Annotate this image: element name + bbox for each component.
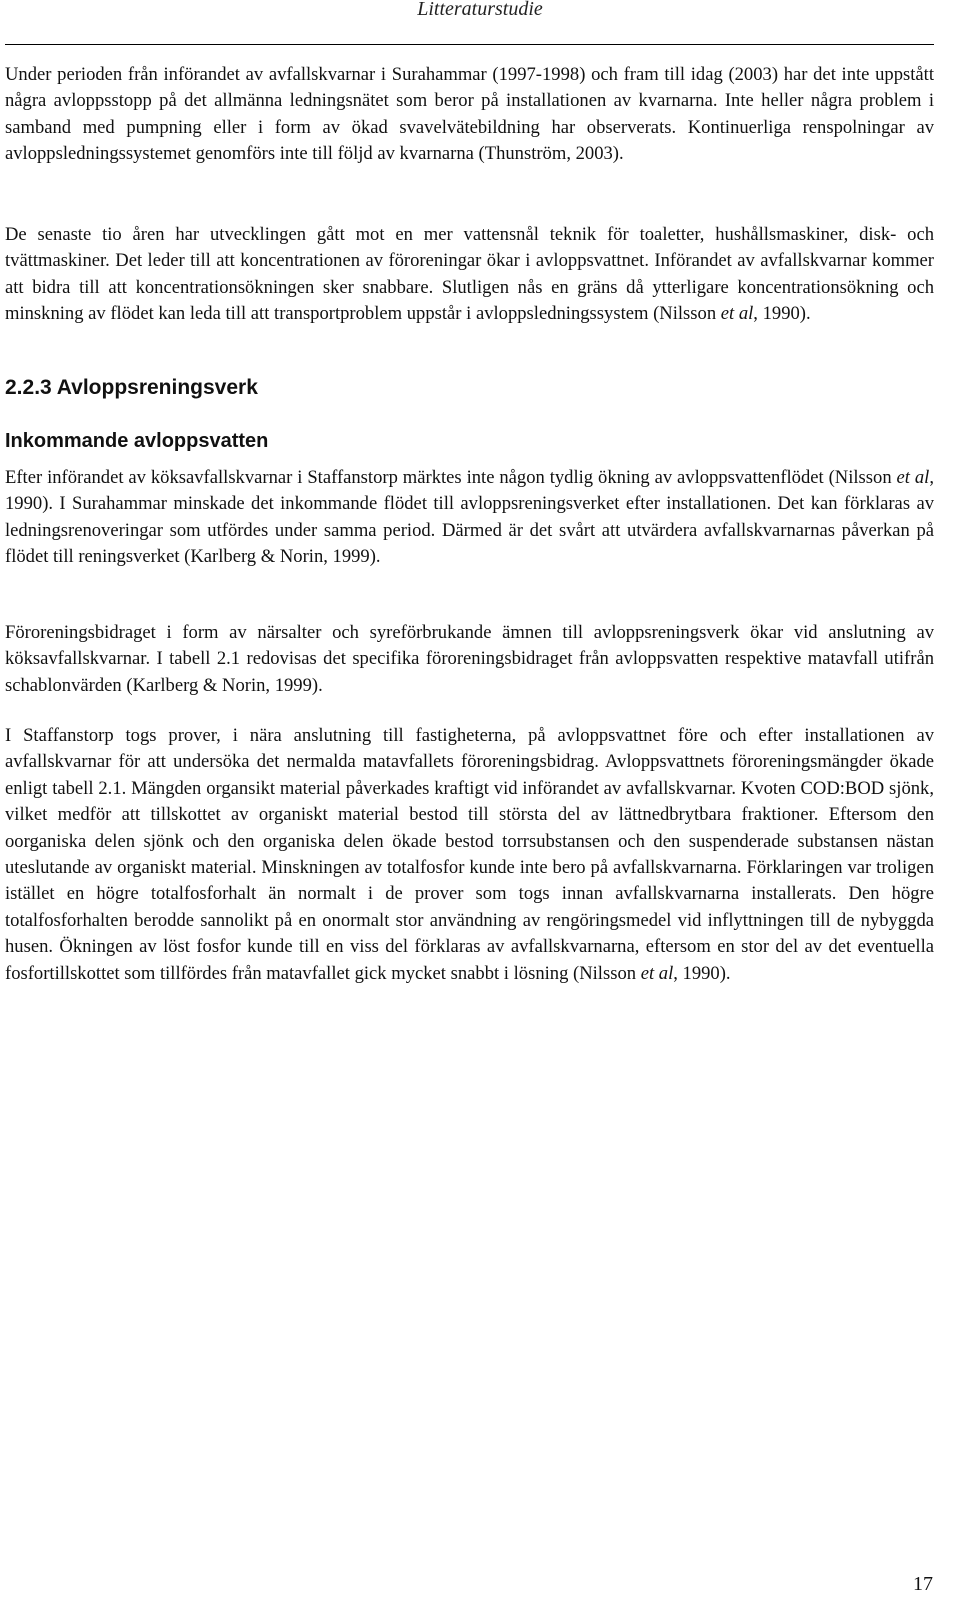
paragraph-water-saving-technology [5, 222, 934, 328]
paragraph-pollution-contribution: Föroreningsbidraget i form av närsalter och syreförbrukande ämnen till avloppsreningsverk ökar vid anslutning av köksavfallskvarnar. I tabell 2.1 redovisas det specifika föroreningsbidraget från avloppsvatten respektive matavfall utifrån schablonvärden (Karlberg & Norin, 1999). [5, 622, 934, 696]
running-header: Litteraturstudie [417, 0, 543, 20]
page-number: 17 [913, 1573, 933, 1595]
paragraph-incoming-flow [5, 465, 934, 571]
paragraph-text: I Staffanstorp togs prover, i nära anslutning till fastigheterna, på avloppsvattnet före och efter installationen av avfallskvarnar för att undersöka det nermalda matavfallets föroreningsbidrag. Avloppsvattnets föroreningsmängder ökade enligt tabell 2.1. Mängden organsikt material påverkades kraftigt vid införandet av avfallskvarnar. Kvoten COD:BOD sjönk, vilket medför att tillskottet av organiskt material bestod till största del av lättnedbrytbara fraktioner. Eftersom den oorganiska delen sjönk och den organiska delen ökade bestod torrsubstansen och den suspenderade substansen nästan uteslutande av organiskt material. Minskningen av totalfosfor kunde inte bero på avfallskvarnarna. Förklaringen var troligen istället en högre totalfosforhalt än normalt i de prover som togs innan avfallskvarnarna installerats. Den högre totalfosforhalten berodde sannolikt på en onormalt stor användning av rengöringsmedel vid inflyttningen till de nybyggda husen. Ökningen av löst fosfor kunde till en viss del förklaras av avfallskvarnarna, eftersom en stor del av det eventuella fosfortillskottet som tillfördes från matavfallet gick mycket snabbt i lösning (Nilsson [5, 725, 934, 984]
paragraph-text: , 1990). [673, 962, 731, 984]
section-heading: 2.2.3 Avloppsreningsverk [5, 376, 258, 399]
paragraph-text: , 1990). [753, 303, 811, 325]
citation-etal: et al [640, 962, 674, 984]
citation-etal: et al [720, 303, 754, 325]
paragraph-text: De senaste tio åren har utvecklingen gått mot en mer vattensnål teknik för toaletter, hushållsmaskiner, disk- och tvättmaskiner. Det leder till att koncentrationen av föroreningar ökar i avloppsvattnet. Införandet av avfallskvarnar kommer att bidra till att koncentrationsökningen sker snabbare. Slutligen nås en gräns då ytterligare koncentrationsökning och minskning av flödet kan leda till att transportproblem uppstår i avloppsledningssystem (Nilsson [5, 224, 934, 325]
citation-etal: et al [896, 467, 930, 488]
paragraph-text: Efter införandet av köksavfallskvarnar i Staffanstorp märktes inte någon tydlig ökning av avloppsvattenflödet (Nilsson [5, 467, 897, 488]
paragraph-surahammar-stoppages: Under perioden från införandet av avfallskvarnar i Surahammar (1997-1998) och fram till idag (2003) har det inte uppstått några avloppsstopp på det allmänna ledningsnätet som beror på installationen av kvarnarna. Inte heller några problem i samband med pumpning eller i form av ökad svavelvätebildning har observerats. Kontinuerliga renspolningar av avloppsledningssystemet genomförs inte till följd av kvarnarna (Thunström, 2003). [5, 64, 934, 165]
paragraph-text: , 1990). I Surahammar minskade det inkommande flödet till avloppsreningsverket efter installationen. Det kan förklaras av ledningsrenoveringar som utfördes under samma period. Därmed är det svårt att utvärdera avfallskvarnarnas påverkan på flödet till reningsverket (Karlberg & Norin, 1999). [5, 467, 934, 568]
header-divider [5, 44, 934, 45]
paragraph-staffanstorp-samples [5, 723, 934, 987]
subsection-heading: Inkommande avloppsvatten [5, 430, 269, 452]
